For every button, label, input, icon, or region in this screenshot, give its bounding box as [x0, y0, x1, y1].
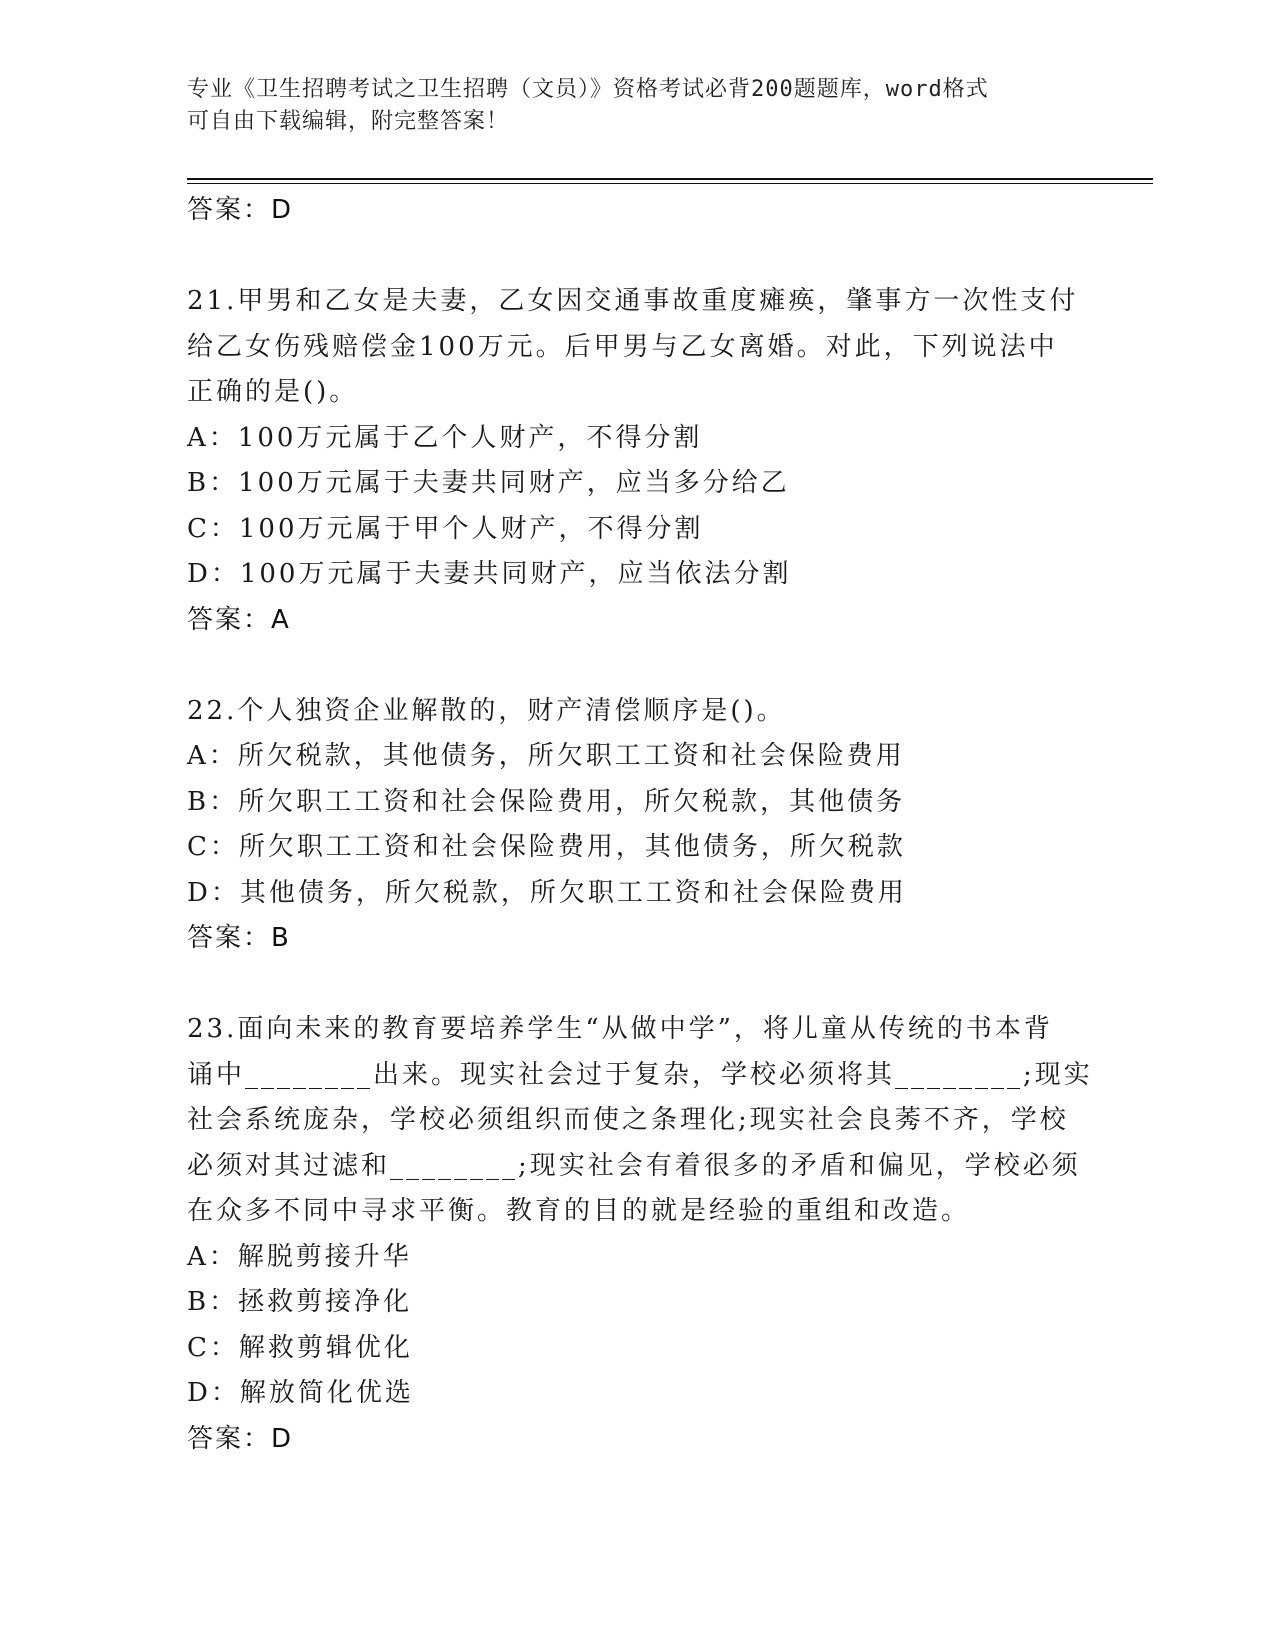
option-d: D：解放简化优选 [187, 1378, 414, 1408]
header-line-1: 专业《卫生招聘考试之卫生招聘（文员）》资格考试必背200题题库，word格式 [187, 77, 989, 102]
question-stem [187, 689, 1067, 735]
option-b: B：拯救剪接净化 [187, 1287, 413, 1317]
stem-line: 必须对其过滤和________;现实社会有着很多的矛盾和偏见，学校必须 [187, 1150, 1081, 1181]
option-c: C：所欠职工工资和社会保险费用，其他债务，所欠税款 [187, 832, 906, 862]
question-stem [187, 1007, 1093, 1235]
spacer [187, 643, 1067, 689]
stem-line: 23.面向未来的教育要培养学生“从做中学”，将儿童从传统的书本背 [187, 1014, 1053, 1044]
header-divider-thin [187, 183, 1153, 184]
option-b: B：100万元属于夫妻共同财产，应当多分给乙 [187, 468, 790, 498]
spacer [187, 962, 1067, 1008]
question-23 [187, 1007, 1093, 1462]
option-a: A：所欠税款，其他债务，所欠职工工资和社会保险费用 [187, 741, 905, 771]
answer: 答案：A [187, 604, 291, 635]
header-divider [187, 178, 1153, 180]
stem-line: 在众多不同中寻求平衡。教育的目的就是经验的重组和改造。 [187, 1196, 971, 1226]
option-c: C：解救剪辑优化 [187, 1332, 413, 1363]
answer: 答案：B [187, 923, 291, 953]
previous-answer: 答案：D [187, 195, 294, 225]
document-body [187, 188, 1093, 1462]
stem-line: 22.个人独资企业解散的，财产清偿顺序是()。 [187, 695, 786, 726]
option-b: B：所欠职工工资和社会保险费用，所欠税款，其他债务 [187, 786, 906, 817]
option-a: A：解脱剪接升华 [187, 1241, 412, 1272]
answer: 答案：D [187, 1423, 294, 1454]
stem-line: 诵中________出来。现实社会过于复杂，学校必须将其________;现实 [187, 1059, 1093, 1090]
document-header [187, 74, 1067, 138]
stem-line: 给乙女伤残赔偿金100万元。后甲男与乙女离婚。对此，下列说法中 [187, 331, 1058, 362]
stem-line: 正确的是()。 [187, 377, 359, 407]
question-21 [187, 279, 1079, 643]
question-22 [187, 689, 1067, 962]
option-c: C：100万元属于甲个人财产，不得分割 [187, 513, 704, 544]
question-stem [187, 279, 1079, 416]
spacer [187, 234, 1067, 280]
stem-line: 社会系统庞杂，学校必须组织而使之条理化;现实社会良莠不齐，学校 [187, 1105, 1069, 1135]
option-d: D：100万元属于夫妻共同财产，应当依法分割 [187, 559, 792, 589]
header-line-2: 可自由下载编辑，附完整答案！ [187, 109, 510, 134]
option-a: A：100万元属于乙个人财产，不得分割 [187, 422, 703, 453]
option-d: D：其他债务，所欠税款，所欠职工工资和社会保险费用 [187, 877, 907, 908]
stem-line: 21.甲男和乙女是夫妻，乙女因交通事故重度瘫痪，肇事方一次性支付 [187, 286, 1079, 316]
